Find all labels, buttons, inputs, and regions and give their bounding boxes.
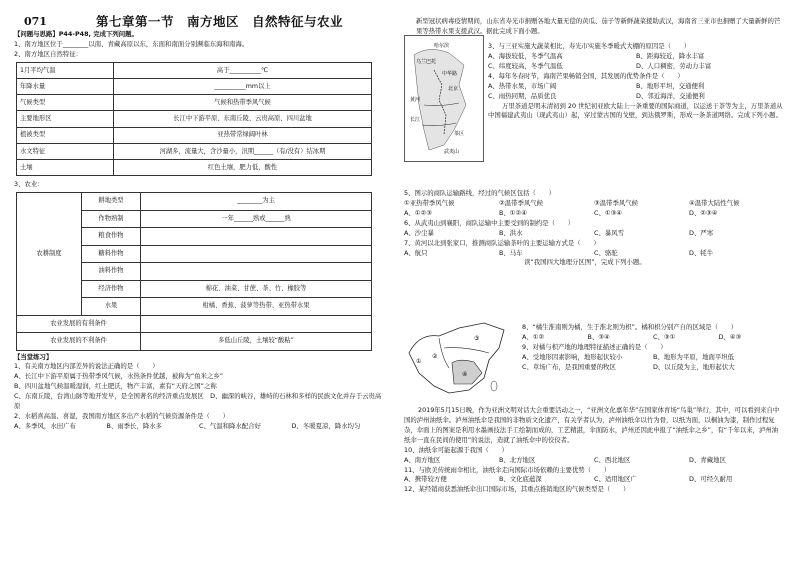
option: B、马车: [499, 248, 523, 257]
table-row: [17, 62, 372, 78]
q5-options: [404, 209, 784, 219]
option: D、④③: [718, 332, 742, 341]
map-label-road: 中华路: [442, 71, 458, 77]
left-column: [14, 0, 384, 432]
section2-heading: 【当堂练习】: [14, 352, 53, 361]
option: A、航只: [404, 248, 428, 257]
option: C、①③④: [594, 208, 623, 217]
row-value: 红色土壤，肥力低，酸性: [114, 159, 372, 175]
row-value: __________mm以上: [114, 78, 372, 94]
option: A、①②③: [404, 208, 432, 217]
map-label-harbin: 哈尔滨: [434, 43, 450, 49]
row-header: 经济作物: [82, 280, 141, 298]
row-value: 河湖多，流量大，含沙量小，汛期______（有/没有）结冰期: [114, 143, 372, 159]
section1-heading: 【问题与思路】P44-P48, 完成下列问题。: [14, 30, 138, 38]
q6: 6、从武夷山到襄阳，商队运输中主要受到的制约是（ ）: [404, 218, 575, 227]
row-header: 气候类型: [17, 95, 114, 111]
q5: 5、图示的商队运输路线，经过的气候区包括（ ）: [404, 189, 556, 197]
table-row: [17, 159, 372, 175]
row-value: 气候和热带季风气候: [114, 95, 372, 111]
doc-number: 071: [24, 15, 47, 28]
right-questions-bottom: [404, 406, 784, 495]
practice-q2: 2、水稻喜高温、喜湿，我国南方地区多出产水稻的气候资源条件是（ ）: [14, 412, 229, 421]
row-header: 农业发展的不利条件: [17, 333, 141, 351]
q4: 4、每年冬春时节，海南芒果畅销全国，其发展的优势条件是（ ）: [488, 71, 684, 80]
statement: ①亚热带季风气候: [404, 198, 455, 207]
row-header: 粮食作物: [82, 228, 141, 246]
q9-options-row1: [522, 353, 784, 363]
right-questions-mid: [404, 189, 784, 268]
table-row: [17, 193, 372, 211]
tea-road-map: [404, 35, 484, 162]
statement: ③温带季风气候: [594, 198, 639, 207]
option: B、地形平坦，交通便利: [636, 81, 705, 90]
q2-text: 2、南方地区自然特征：: [14, 49, 82, 58]
option: D、邻近海洋，交通便利: [636, 91, 705, 100]
q9-options-row2: [522, 363, 784, 373]
option: D、青藏地区: [689, 455, 726, 464]
option: C、暴风雪: [594, 228, 625, 237]
option: B、北方地区: [499, 455, 536, 464]
region-label-4: ④: [462, 371, 468, 378]
q10: 10、油纸伞可能起源于我国（ ）: [404, 445, 508, 454]
right-questions-top: [488, 42, 784, 121]
row-header: 1月平均气温: [17, 62, 114, 78]
option: A、南方地区: [404, 455, 441, 464]
map-label-tea-area: 茶区: [454, 131, 465, 137]
practice-q1: 1、有关南方地区内部差异的说法正确的是（ ）: [14, 362, 159, 371]
row-header: 油料作物: [82, 263, 141, 281]
q10-options: [404, 456, 784, 466]
q8-options: [522, 333, 784, 343]
row-header: 植被类型: [17, 127, 114, 143]
option: D、冬暖夏凉，降水均匀: [291, 421, 361, 430]
practice-q1-opt-a: A、长江中下游平原属于热带季风气候，水热条件优越，被称为“鱼米之乡”: [14, 372, 224, 381]
option: D、人口稠密，劳动力丰富: [636, 61, 712, 70]
row-value: 高于__________℃: [114, 62, 372, 78]
option: B、③④: [587, 332, 610, 341]
q3-options-row2: [488, 62, 784, 72]
practice-q1-opt-cd: C、东南丘陵，台湾山脉等地开发早，是全国著名的经济重点发展区 D、幽深的峡谷，雄峙的石林和多样的民族文化并存于云贵高原: [14, 392, 382, 411]
option: D、严寒: [689, 228, 714, 237]
row-value: 长江中下游平原、东南丘陵、云贵高原、四川盆地: [114, 111, 372, 127]
table-row: [17, 143, 372, 159]
region-label-2: ②: [432, 353, 438, 360]
option: D、牦牛: [689, 248, 714, 257]
option: C、③①: [653, 332, 676, 341]
option: C、西北地区: [594, 455, 631, 464]
option: B、地形为平原，地面平坦低: [653, 352, 735, 361]
q3-options-row1: [488, 52, 784, 62]
map-label-changjiang: 长江: [410, 117, 421, 123]
table-row: [17, 315, 372, 333]
row-header: 农业发展的有利条件: [17, 315, 141, 333]
q6-options: [404, 229, 784, 239]
row-value: 亚热带常绿阔叶林: [114, 127, 372, 143]
option: B、①②④: [499, 208, 527, 217]
region-label-3: ③: [474, 335, 480, 342]
option: A、①②: [522, 332, 545, 341]
table-row: [17, 333, 372, 351]
statement: ②温带季风气候: [499, 198, 544, 207]
q4-options-row2: [488, 92, 784, 102]
tea-road-paragraph: 万里茶道是明末清初到 20 世纪初亚欧大陆上一条重要的国际商道，以运送干茶等为主，万里茶道从中国福建武夷山（现武夷山）起，穿过蒙古国的戈壁，到达俄罗斯，形成一条茶道网络。完成下列小题。: [488, 101, 783, 120]
intro-paragraph: 新型冠状病毒疫情期间，山东省寿光市捐赠各地大量无偿的黄瓜、茄子等新鲜蔬菜援助武汉，海南省三亚市也捐赠了大量新鲜的芒果等热带水果支援武汉。据此完成下面小题。: [416, 17, 781, 35]
row-value: 棉花、油菜、甘蔗、茶、竹、橡胶等: [141, 280, 372, 298]
row-value: [141, 228, 372, 246]
q11-options: [404, 475, 784, 485]
q3: 3、与三亚实施大蔬菜相比，寿光市实施冬季暖式大棚的原因是（ ）: [488, 42, 691, 50]
row-header: 水果: [82, 298, 141, 316]
q12: 12、某经销商获悉油纸伞出口国际市场，其重点推销地区的气候类型是（ ）: [404, 485, 630, 494]
title-row: [14, 0, 384, 30]
statement: ④温带大陆性气候: [689, 198, 740, 207]
q4-options-row1: [488, 82, 784, 92]
nature-table: [16, 62, 372, 176]
q11: 11、与欧美传统雨伞相比，油纸伞走向国际市场依赖的主要优势（ ）: [404, 465, 611, 474]
map-label-huanghe: 黄河: [410, 97, 421, 103]
q3-text: 3、农业：: [14, 180, 44, 189]
option: A、多季风，水田广布: [14, 421, 76, 430]
oil-umbrella-paragraph: 2019年5月15日晚，作为亚洲文明对话大会重要活动之一，“亚洲文化嘉年华”在国家体育场“鸟巢”举行，其中，可以看到来自中国的泸州油纸伞。泸州油纸伞是我国的非物质文化遗产，有关学者认为，泸州油纸伞以竹为骨，以纸为面，以桐油为漆，制作过程复杂，伞面上的图案是利用水墨画技法手工绘制而成的，工艺精湛，伞面防水，泸州还因此申报了“油纸伞之乡”，有“千年以来，泸州油纸伞一直在民间的使用”的说法，造就了油纸伞中的佼佼者。: [404, 406, 780, 444]
q7: 7、黄河以北到张家口，推测商队运输茶叶的主要运输方式是（ ）: [404, 238, 600, 247]
row-header: 作物熟制: [82, 210, 141, 228]
option: C、草场广布，是我国重要的牧区: [522, 362, 616, 371]
table-row: [17, 111, 372, 127]
option: D、②③④: [689, 208, 718, 217]
row-value: [141, 315, 372, 333]
row-value: [141, 245, 372, 263]
table-row: [17, 78, 372, 94]
agri-table: [16, 192, 372, 351]
read-map-instruction: 读“我国四大地理分区图”，完成下列小题。: [524, 258, 646, 267]
option: A、热带水果，市场广阔: [488, 81, 557, 90]
table-row: [17, 127, 372, 143]
q7-options: [404, 249, 784, 259]
practice-q1-opt-b: B、四川盆地气候温暖湿润，红土肥沃，物产丰富，素有“天府之国”之称: [14, 382, 217, 391]
agri-group-label: 农耕制度: [17, 193, 82, 316]
row-value: 柑橘、香蕉、菠萝等热带、亚热带水果: [141, 298, 372, 316]
table-row: [17, 95, 372, 111]
option: B、距海较近，降水丰富: [636, 51, 705, 60]
option: A、受地形因素影响，地形起伏较小: [522, 352, 623, 361]
row-value: 多低山丘陵，土壤较“酸粘”: [141, 333, 372, 351]
option: B、洪水: [499, 228, 523, 237]
row-header: 年降水量: [17, 78, 114, 94]
china-regions-map: [404, 318, 514, 400]
map-label-wuyishan: 武夷山: [444, 149, 460, 155]
row-value: [141, 263, 372, 281]
option: D、可经久耐用: [689, 475, 733, 484]
option: C、气温和降水配合好: [199, 421, 261, 430]
row-header: 水文特征: [17, 143, 114, 159]
option: C、纬度较高，冬季气温低: [488, 61, 563, 70]
option: B、雨季长，降水多: [106, 421, 163, 430]
row-header: 糖料作物: [82, 245, 141, 263]
row-header: 土壤: [17, 159, 114, 175]
option: C、骆驼: [594, 248, 618, 257]
option: A、海拔较低，冬季气温高: [488, 51, 563, 60]
q5-statements: [404, 199, 784, 209]
q1-text: 1、南方地区位于________以南、青藏高原以东，东面和南面分别濒临东海和南海。: [14, 39, 249, 48]
option: A、携带较方便: [404, 475, 447, 484]
practice-q2-options: [14, 422, 384, 432]
row-header: 主要地形区: [17, 111, 114, 127]
option: C、适用地区广: [594, 475, 637, 484]
page-title: 第七章第一节 南方地区 自然特征与农业: [96, 14, 344, 29]
q8: 8、“橘生淮南则为橘，生于淮北则为枳”。橘和枳分别产自的区域是（ ）: [522, 323, 738, 331]
map-label-ulaanbaatar: 乌兰巴托: [416, 59, 437, 65]
right-questions-map: [522, 323, 784, 373]
row-header: 耕地类型: [82, 193, 141, 211]
option: B、文化底蕴深: [499, 475, 542, 484]
region-label-1: ①: [416, 358, 422, 365]
option: D、以丘陵为主，地形起伏大: [653, 362, 735, 371]
q9: 9、对橘与枳产地的地理特征描述正确的是（ ）: [522, 342, 667, 351]
map-label-beijing: 北京: [448, 86, 459, 92]
option: C、雨热同期，品质优良: [488, 91, 557, 100]
option: A、沙尘暴: [404, 228, 434, 237]
row-value: ________为主: [141, 193, 372, 211]
row-value: 一年______熟或______熟: [141, 210, 372, 228]
